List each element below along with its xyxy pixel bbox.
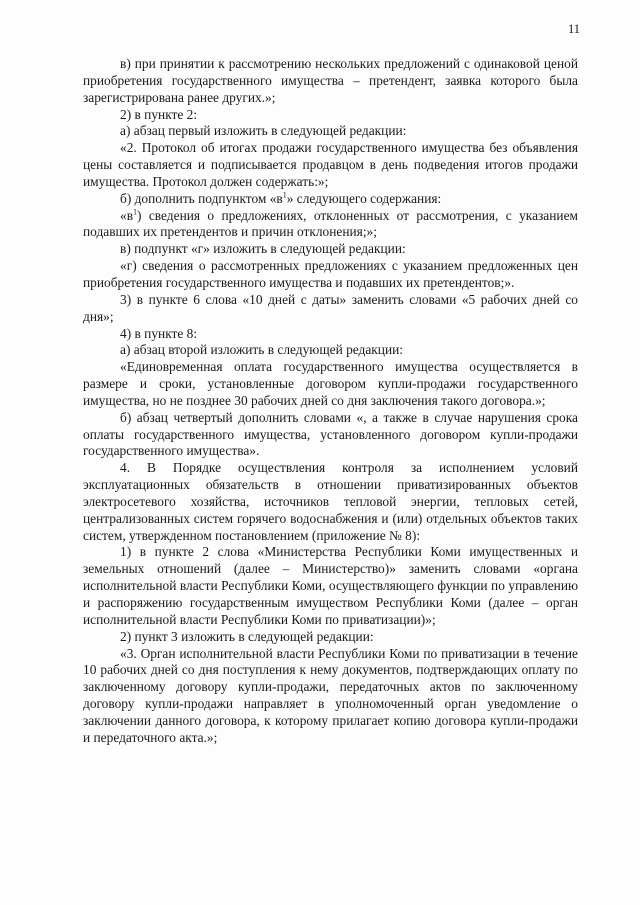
paragraph-text: б) дополнить подпунктом «в [120,190,283,206]
paragraph: 2) в пункте 2: [120,106,198,122]
page-number: 11 [567,22,580,36]
paragraph [83,208,578,242]
paragraph [83,191,578,208]
paragraph: 4. В Порядке осуществления контроля за исполнением условий эксплуатационных обязательств в отношении приватизированных объектов электросетевого хозяйства, источников тепловой энергии, тепловых сетей, централизованных систем горячего водоснабжения и (или) отдельных объектов таких систем, утвержденном постановлением (приложение № 8): [83,460,578,543]
paragraph: в) подпункт «г» изложить в следующей редакции: [120,241,406,257]
paragraph: «Единовременная оплата государственного имущества осуществляется в размере и сроки, установленные договором купли-продажи государственного имущества, но не позднее 30 рабочих дней со дня заключения такого договора.»; [83,359,578,408]
paragraph: 2) пункт 3 изложить в следующей редакции: [120,628,374,644]
paragraph-text: «в [120,207,134,223]
paragraph: «г) сведения о рассмотренных предложениях с указанием предложенных цен приобретения государственного имущества и подавших их претендентов;». [83,258,578,290]
paragraph: 4) в пункте 8: [120,325,198,341]
superscript: 1 [282,190,287,200]
paragraph: «2. Протокол об итогах продажи государственного имущества без объявления цены составляется и подписывается продавцом в день подведения итогов продажи имущества. Протокол должен содержать:»; [83,140,578,189]
paragraph-text: » следующего содержания: [286,190,442,206]
paragraph: 3) в пункте 6 слова «10 дней с даты» заменить словами «5 рабочих дней со дня»; [83,291,578,324]
paragraph: а) абзац второй изложить в следующей редакции: [120,342,404,358]
paragraph: а) абзац первый изложить в следующей редакции: [120,123,407,139]
paragraph: б) абзац четвертый дополнить словами «, а также в случае нарушения срока оплаты государственного имущества, установленного договором купли-продажи государственного имущества». [83,409,578,459]
paragraph: 1) в пункте 2 слова «Министерства Республики Коми имущественных и земельных отношений (далее – Министерство)» заменить словами «органа исполнительной власти Республики Коми, осуществляющего функции по управлению и распоряжению государственным имуществом Республики Коми (далее – орган исполнительной власти Республики Коми по приватизации)»; [83,544,578,627]
document-body [83,56,578,747]
superscript: 1 [133,207,138,217]
paragraph: в) при принятии к рассмотрению нескольких предложений с одинаковой ценой приобретения государственного имущества – претендент, заявка которого была зарегистрирована ранее других.»; [83,56,578,105]
paragraph: «3. Орган исполнительной власти Республики Коми по приватизации в течение 10 рабочих дней со дня поступления к нему документов, подтверждающих оплату по заключенному договору купли-продажи, передаточных актов по заключенному договору купли-продажи направляет в уполномоченный орган уведомление о заключении данного договора, к которому прилагает копию договора купли-продажи и передаточного акта.»; [83,645,578,745]
paragraph-text: ) сведения о предложениях, отклоненных от рассмотрения, с указанием подавших их претендентов и причин отклонения;»; [83,207,578,240]
